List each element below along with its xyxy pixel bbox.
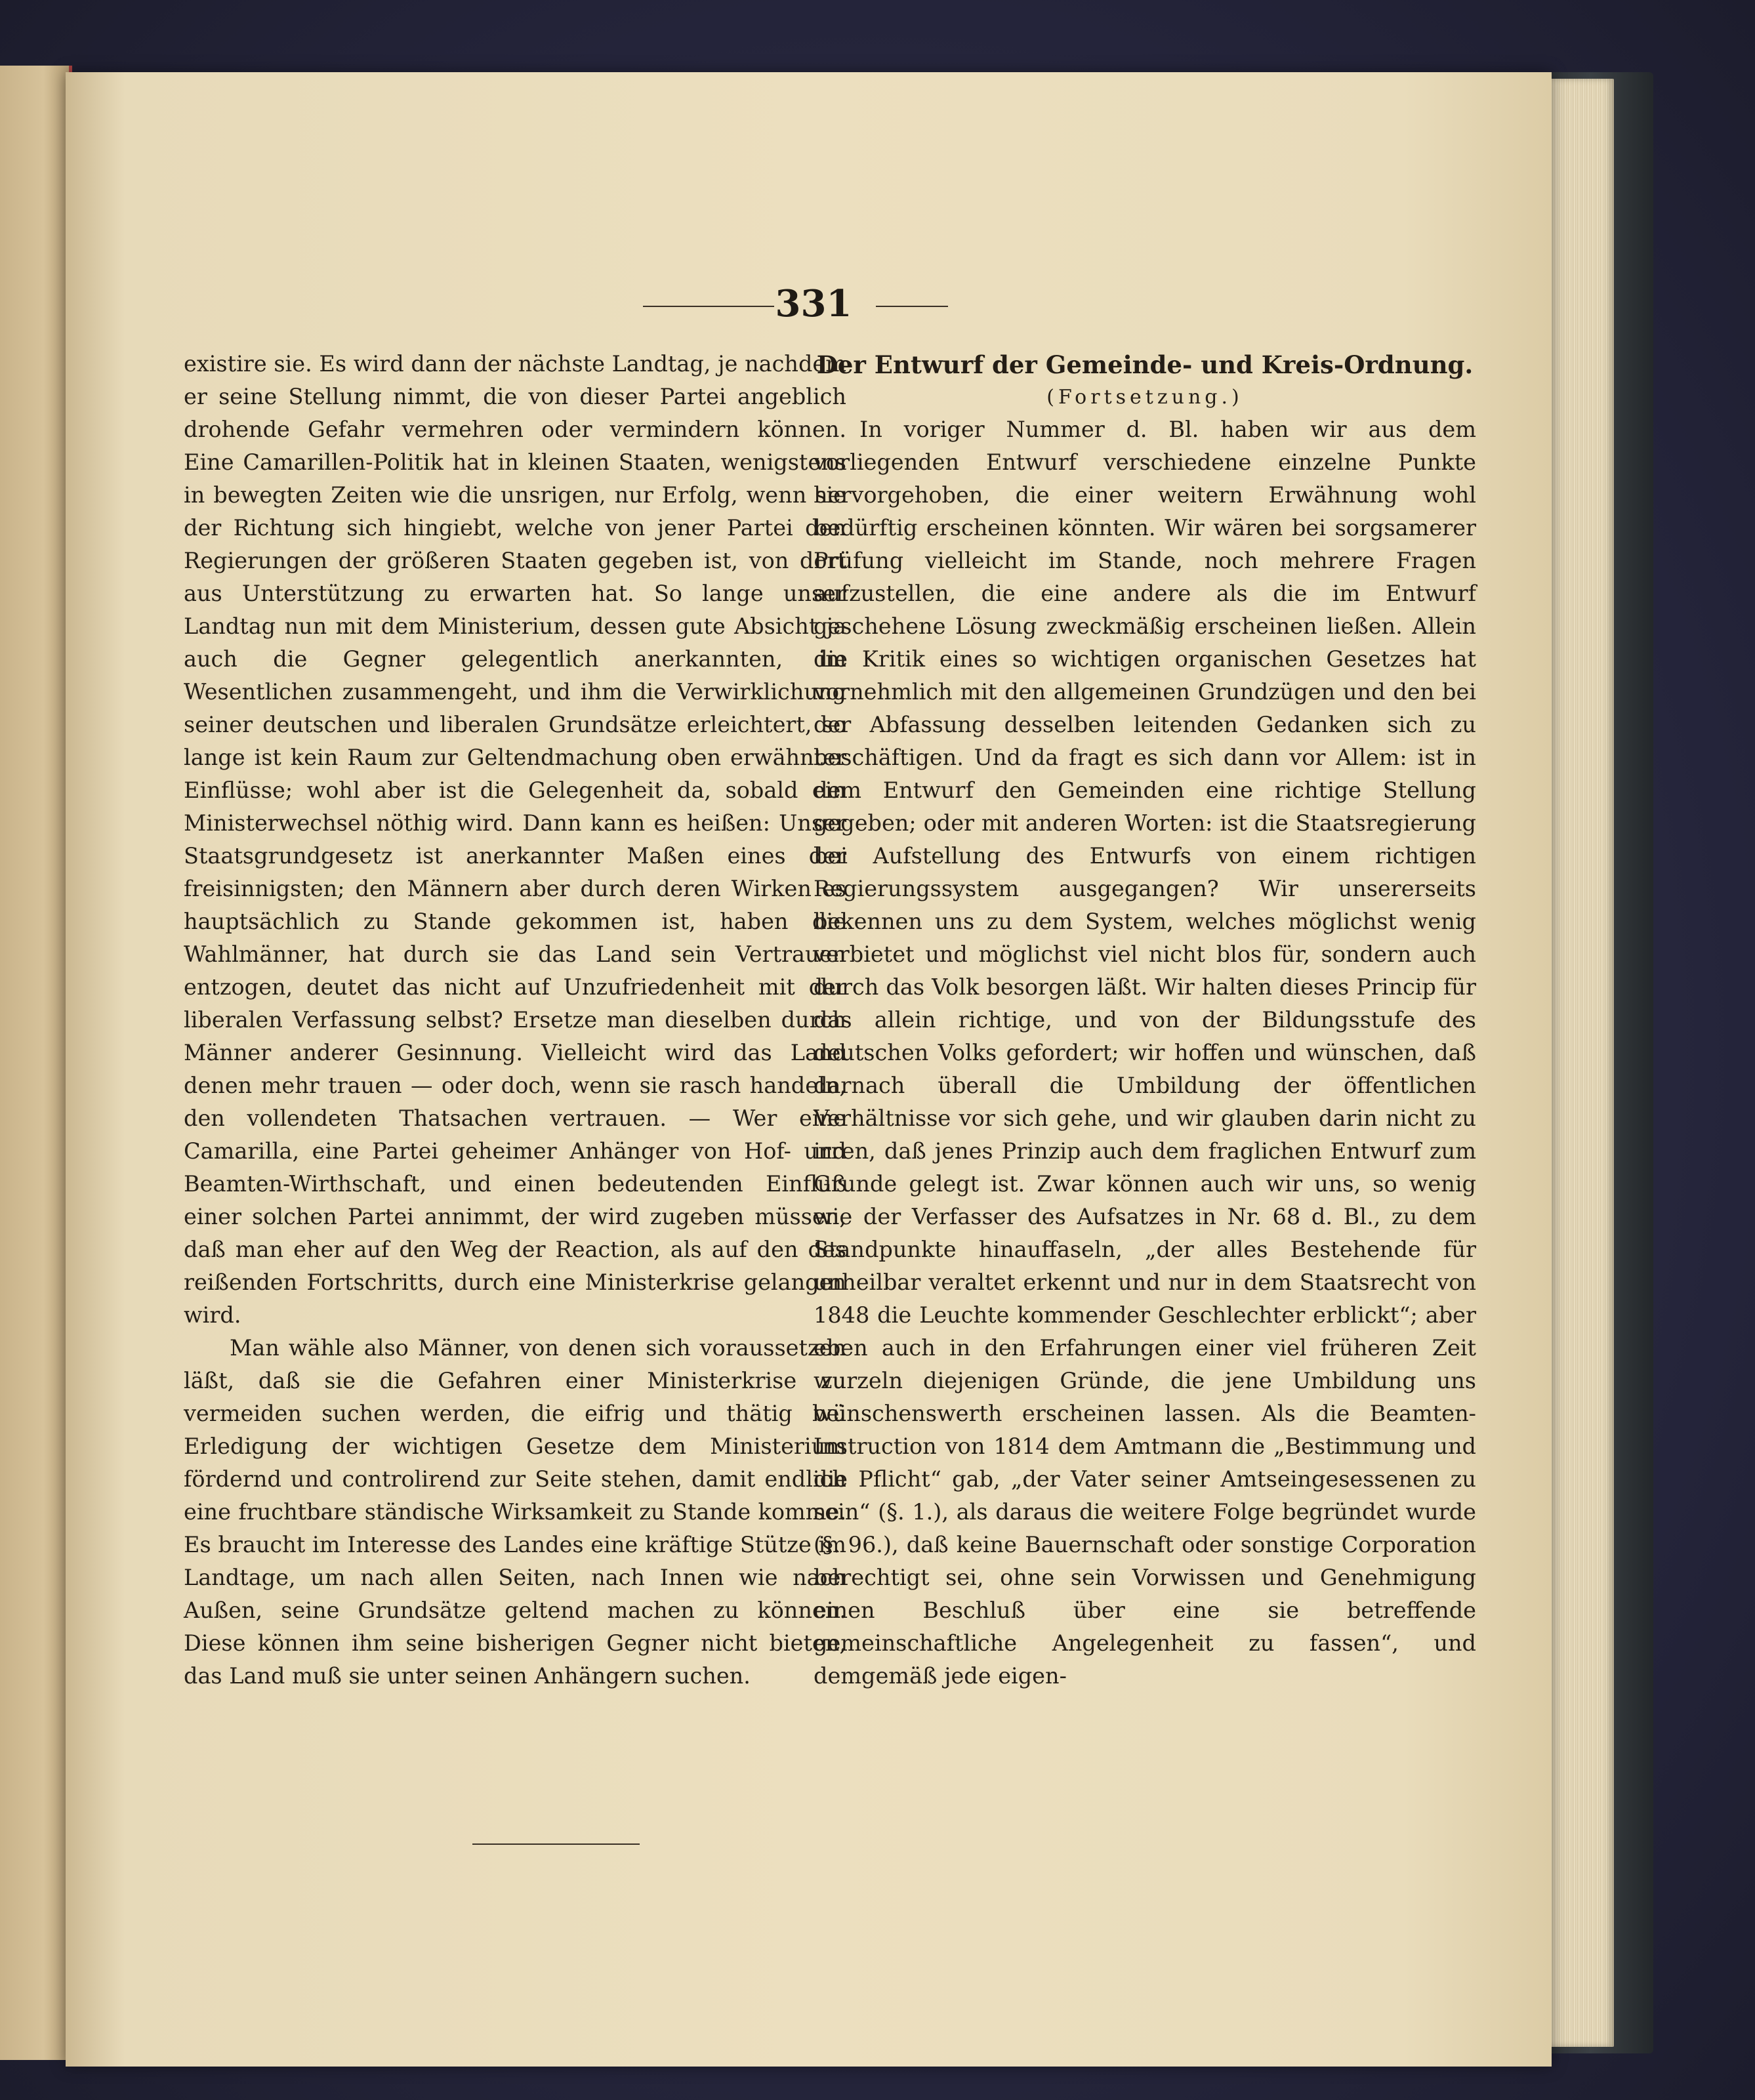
book-page xyxy=(66,72,1552,2067)
article-heading: Der Entwurf der Gemeinde- und Kreis-Ordnung. xyxy=(816,350,1474,379)
left-paragraph-1: existire sie. Es wird dann der nächste Landtag, je nachdem er seine Stellung nimmt, die von dieser Partei angeblich drohende Gefahr vermehren oder vermindern können. Eine Camarillen-Politik hat in kleinen Staaten, wenigstens in bewegten Zeiten wie die unsrigen, nur Erfolg, wenn sie der Richtung sich hingiebt, welche von jener Partei den Regierungen der größeren Staaten gegeben ist, von dort aus Unterstützung zu erwarten hat. So lange unser Landtag nun mit dem Ministerium, dessen gute Absicht ja auch die Gegner gelegentlich anerkannten, im Wesentlichen zusammengeht, und ihm die Verwirklichung seiner deutschen und liberalen Grundsätze erleichtert, so lange ist kein Raum zur Geltendmachung oben erwähnter Einflüsse; wohl aber ist die Gelegenheit da, sobald ein Ministerwechsel nöthig wird. Dann kann es heißen: Unser Staatsgrundgesetz ist anerkannter Maßen eines der freisinnigsten; den Männern aber durch deren Wirken es hauptsächlich zu Stande gekommen ist, haben die Wahlmänner, hat durch sie das Land sein Vertrauen entzogen, deutet das nicht auf Unzufriedenheit mit der liberalen Verfassung selbst? Ersetze man dieselben durch Männer anderer Gesinnung. Vielleicht wird das Land denen mehr trauen — oder doch, wenn sie rasch handeln, den vollendeten Thatsachen vertrauen. — Wer eine Camarilla, eine Partei geheimer Anhänger von Hof- und Beamten-Wirthschaft, und einen bedeutenden Einfluß einer solchen Partei annimmt, der wird zugeben müssen, daß man eher auf den Weg der Reaction, als auf den des reißenden Fortschritts, durch eine Ministerkrise gelangen wird. xyxy=(184,351,846,1328)
page-number: 331 xyxy=(775,282,852,325)
article-subheading: (Fortsetzung.) xyxy=(1046,386,1243,409)
left-column xyxy=(184,348,846,1693)
right-paragraph-1: In voriger Nummer d. Bl. haben wir aus dem vorliegenden Entwurf verschiedene einzelne Punkte hervorgehoben, die einer weitern Erwähnung wohl bedürftig erscheinen könnten. Wir wären bei sorgsamerer Prüfung vielleicht im Stande, noch mehrere Fragen aufzustellen, die eine andere als die im Entwurf geschehene Lösung zweckmäßig erscheinen ließen. Allein die Kritik eines so wichtigen organischen Gesetzes hat vornehmlich mit den allgemeinen Grundzügen und den bei der Abfassung desselben leitenden Gedanken sich zu beschäftigen. Und da fragt es sich dann vor Allem: ist in dem Entwurf den Gemeinden eine richtige Stellung gegeben; oder mit anderen Worten: ist die Staatsregierung bei Aufstellung des Entwurfs von einem richtigen Regierungssystem ausgegangen? Wir unsererseits bekennen uns zu dem System, welches möglichst wenig verbietet und möglichst viel nicht blos für, sondern auch durch das Volk besorgen läßt. Wir halten dieses Princip für das allein richtige, und von der Bildungsstufe des deutschen Volks gefordert; wir hoffen und wünschen, daß darnach überall die Umbildung der öffentlichen Verhältnisse vor sich gehe, und wir glauben darin nicht zu irren, daß jenes Prinzip auch dem fraglichen Entwurf zum Grunde gelegt ist. Zwar können auch wir uns, so wenig wie der Verfasser des Aufsatzes in Nr. 68 d. Bl., zu dem Standpunkte hinauffaseln, „der alles Bestehende für unheilbar veraltet erkennt und nur in dem Staatsrecht von 1848 die Leuchte kommender Geschlechter erblickt“; aber eben auch in den Erfahrungen einer viel früheren Zeit wurzeln diejenigen Gründe, die jene Umbildung uns wünschenswerth erscheinen lassen. Als die Beamten-Instruction von 1814 dem Amtmann die „Bestimmung und die Pflicht“ gab, „der Vater seiner Amtseingesessenen zu sein“ (§. 1.), als daraus die weitere Folge begründet wurde (§. 96.), daß keine Bauernschaft oder sonstige Corporation berechtigt sei, ohne sein Vorwissen und Genehmigung einen Beschluß über eine sie betreffende gemeinschaftliche Angelegenheit zu fassen“, und demgemäß jede eigen- xyxy=(814,417,1476,1689)
right-column xyxy=(814,348,1476,1693)
article-end-rule xyxy=(472,1843,640,1845)
page-stack-edges xyxy=(1548,79,1614,2047)
page-header xyxy=(66,282,1552,335)
left-facing-page xyxy=(0,66,72,2060)
header-rule-right xyxy=(876,306,948,307)
left-paragraph-2: Man wähle also Männer, von denen sich voraussetzen läßt, daß sie die Gefahren einer Ministerkrise zu vermeiden suchen werden, die eifrig und thätig bei Erledigung der wichtigen Gesetze dem Ministerium fördernd und controlirend zur Seite stehen, damit endlich eine fruchtbare ständische Wirksamkeit zu Stande komme. Es braucht im Interesse des Landes eine kräftige Stütze im Landtage, um nach allen Seiten, nach Innen wie nach Außen, seine Grundsätze geltend machen zu können. Diese können ihm seine bisherigen Gegner nicht bieten, das Land muß sie unter seinen Anhängern suchen. xyxy=(184,1335,846,1689)
